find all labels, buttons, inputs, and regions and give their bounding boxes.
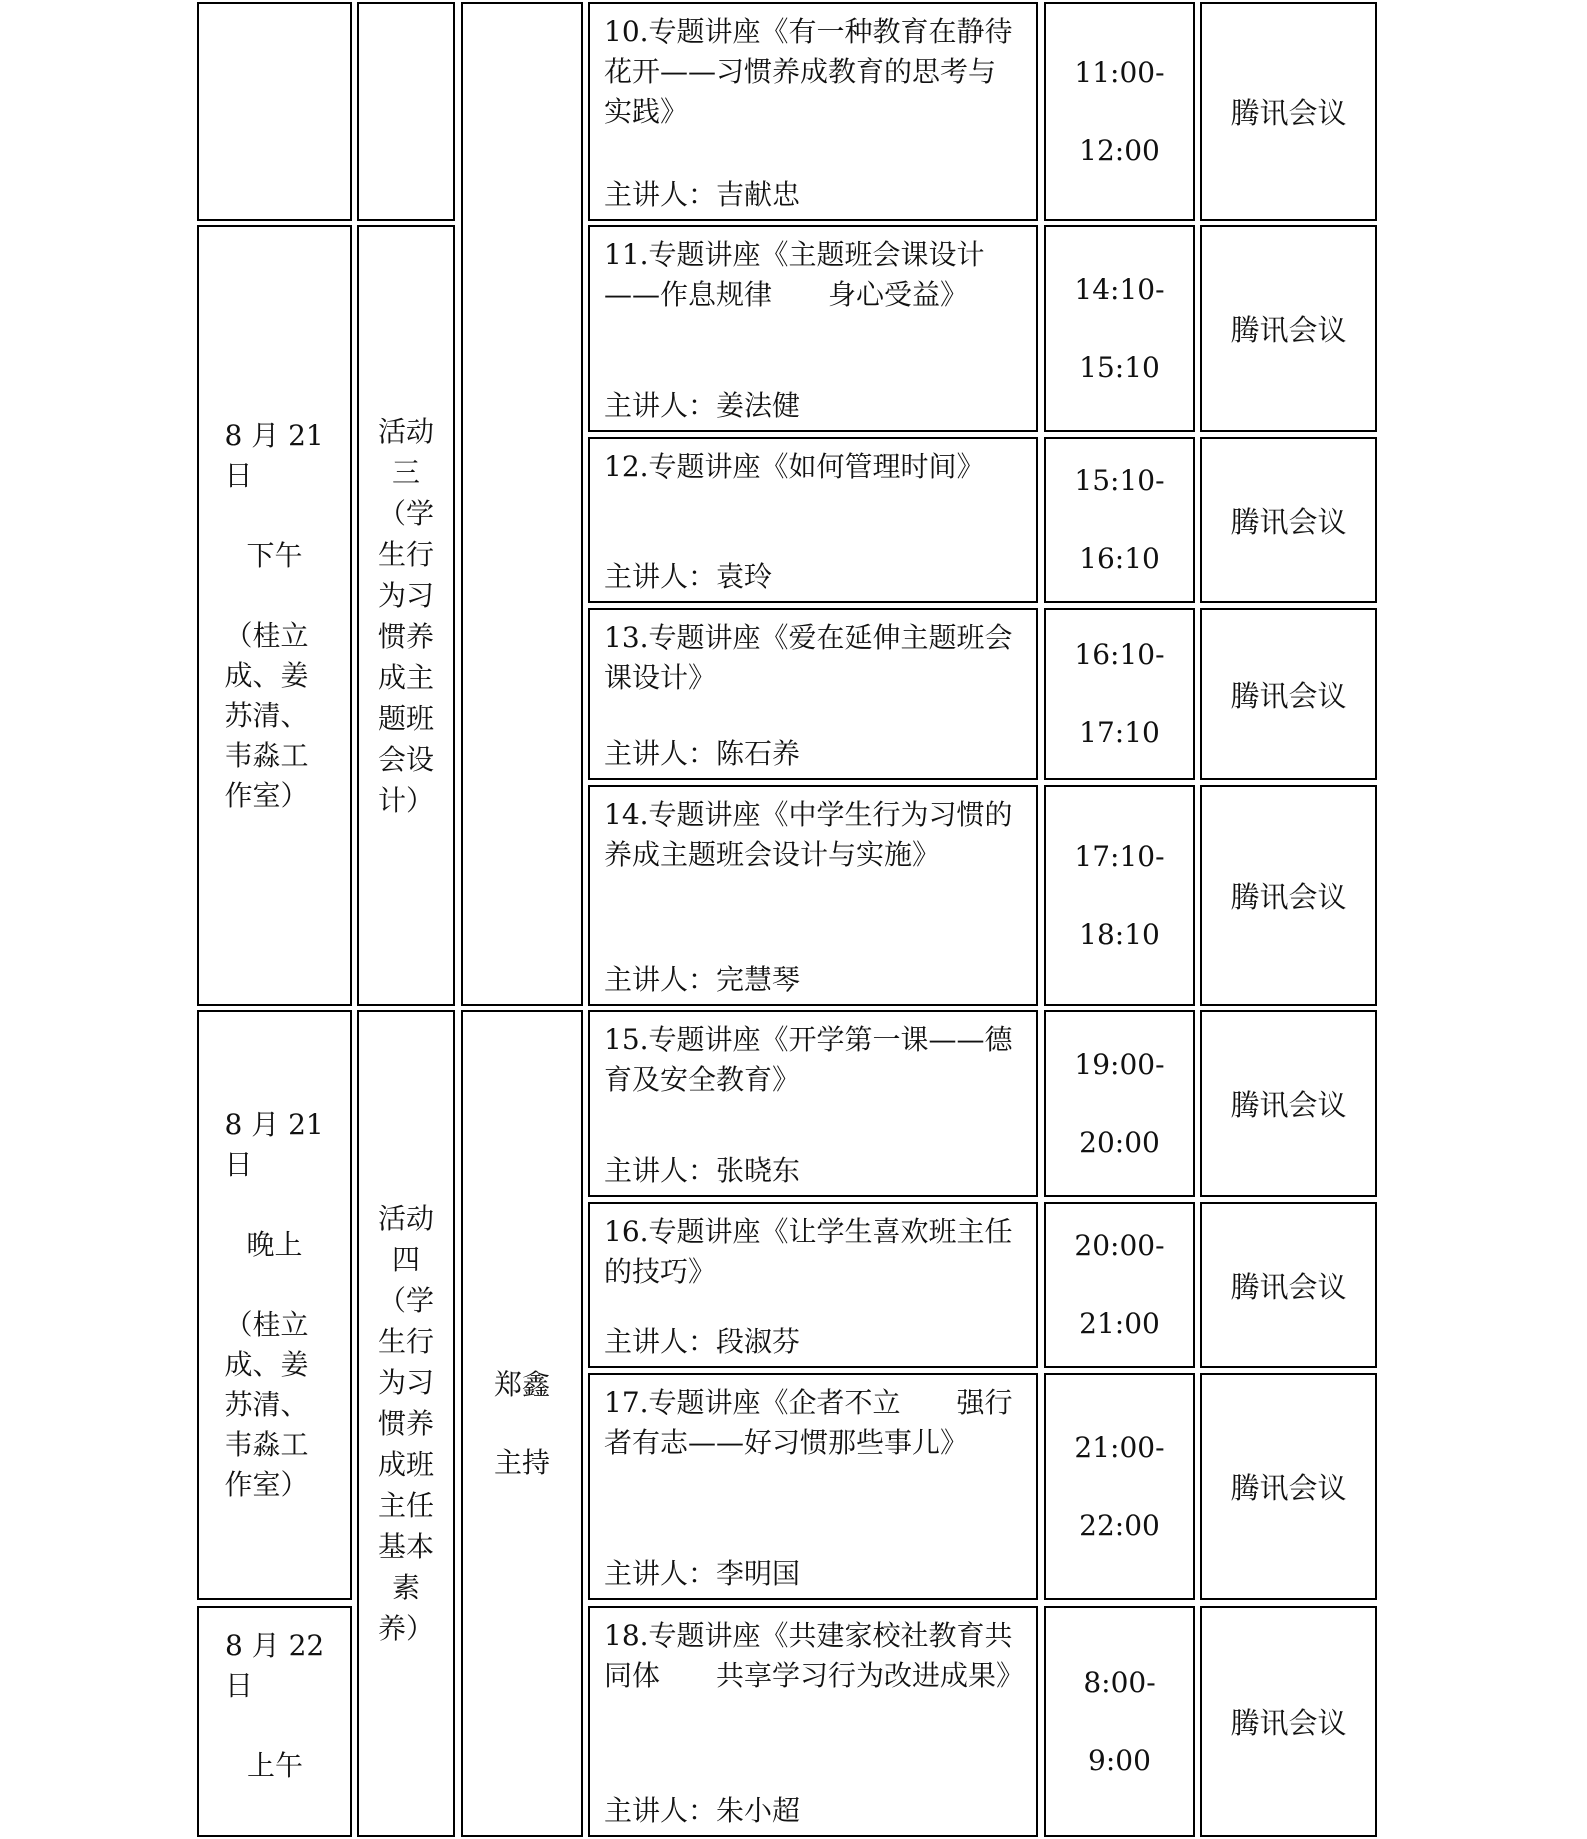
talk-title: 11.专题讲座《主题班会课设计——作息规律 身心受益》 [604,238,985,311]
talk-cell [588,608,1038,780]
host-cell-1 [461,1010,583,1837]
activity-label: 活动三（学生行为习惯养成主题班会设计） [377,414,434,817]
time-end: 15:10 [1079,350,1160,384]
talk-cell [588,437,1038,603]
activity-cell-0 [357,2,455,221]
session-cell-1 [197,225,352,1006]
time-cell [1044,225,1195,432]
venue-cell [1200,785,1377,1006]
venue-cell [1200,1373,1377,1600]
talk-speaker: 主讲人：完慧琴 [604,963,801,996]
activity-cell-1 [357,225,455,1006]
venue-name: 腾讯会议 [1230,1706,1347,1740]
venue-name: 腾讯会议 [1230,504,1347,539]
time-cell [1044,1606,1195,1837]
session-date: 8 月 21 日 [224,1108,324,1181]
activity-cell-2 [357,1010,455,1837]
time-end: 20:00 [1079,1125,1160,1159]
schedule-table [197,0,1381,1839]
time-start: 15:10- [1074,464,1165,497]
time-end: 17:10 [1079,716,1160,749]
venue-cell [1200,225,1377,432]
time-end: 22:00 [1079,1508,1160,1542]
time-end: 21:00 [1079,1307,1160,1340]
session-studio: （桂立成、姜苏清、韦淼工作室） [224,1308,309,1501]
venue-name: 腾讯会议 [1230,1269,1347,1304]
session-studio: （桂立成、姜苏清、韦淼工作室） [224,618,309,812]
session-period: 上午 [246,1749,303,1782]
venue-name: 腾讯会议 [1230,1088,1347,1122]
time-end: 12:00 [1079,133,1160,167]
session-cell-2 [197,1010,352,1600]
talk-speaker: 主讲人：张晓东 [604,1154,801,1187]
session-date: 8 月 22 日 [225,1629,325,1702]
time-cell [1044,1010,1195,1197]
venue-cell [1200,1202,1377,1368]
talk-title: 10.专题讲座《有一种教育在静待花开——习惯养成教育的思考与实践》 [604,15,1013,128]
venue-name: 腾讯会议 [1230,880,1347,914]
talk-cell [588,1373,1038,1600]
talk-cell [588,2,1038,221]
time-start: 21:00- [1074,1430,1165,1464]
talk-title: 18.专题讲座《共建家校社教育共同体 共享学习行为改进成果》 [604,1619,1025,1692]
time-cell [1044,2,1195,221]
activity-label: 活动四（学生行为习惯养成班主任基本素养） [377,1202,434,1645]
talk-title: 15.专题讲座《开学第一课——德育及安全教育》 [604,1023,1013,1096]
time-start: 17:10- [1074,839,1165,873]
time-start: 16:10- [1074,638,1165,671]
time-start: 14:10- [1074,272,1165,306]
talk-cell [588,1010,1038,1197]
venue-cell [1200,1606,1377,1837]
venue-cell [1200,437,1377,603]
venue-name: 腾讯会议 [1230,313,1347,347]
talk-speaker: 主讲人：段淑芬 [604,1325,801,1358]
talk-speaker: 主讲人：姜法健 [604,389,801,422]
session-cell-3 [197,1606,352,1837]
talk-cell [588,785,1038,1006]
session-cell-0 [197,2,352,221]
talk-speaker: 主讲人：陈石养 [604,737,801,770]
venue-cell [1200,2,1377,221]
talk-speaker: 主讲人：袁玲 [604,560,773,593]
talk-speaker: 主讲人：吉献忠 [604,178,801,211]
session-period: 晚上 [246,1228,303,1261]
venue-name: 腾讯会议 [1230,96,1347,130]
session-period: 下午 [246,538,303,572]
talk-cell [588,1606,1038,1837]
time-start: 8:00- [1083,1665,1156,1699]
talk-cell [588,225,1038,432]
venue-cell [1200,1010,1377,1197]
talk-title: 13.专题讲座《爱在延伸主题班会课设计》 [604,621,1013,694]
venue-name: 腾讯会议 [1230,678,1347,713]
time-cell [1044,785,1195,1006]
time-cell [1044,608,1195,780]
talk-title: 17.专题讲座《企者不立 强行者有志——好习惯那些事儿》 [604,1386,1013,1459]
time-cell [1044,1202,1195,1368]
host-cell-0 [461,2,583,1006]
venue-cell [1200,608,1377,780]
talk-title: 16.专题讲座《让学生喜欢班主任的技巧》 [604,1215,1013,1288]
talk-cell [588,1202,1038,1368]
time-end: 18:10 [1079,917,1160,951]
time-start: 20:00- [1074,1229,1165,1262]
talk-speaker: 主讲人：李明国 [604,1557,801,1590]
time-cell [1044,1373,1195,1600]
venue-name: 腾讯会议 [1230,1471,1347,1505]
time-start: 19:00- [1074,1047,1165,1081]
talk-title: 12.专题讲座《如何管理时间》 [604,450,985,483]
time-start: 11:00- [1074,55,1165,89]
session-date: 8 月 21 日 [224,418,324,492]
host-name: 郑鑫主持 [493,1367,550,1479]
time-end: 16:10 [1079,542,1160,575]
time-cell [1044,437,1195,603]
talk-speaker: 主讲人：朱小超 [604,1794,801,1827]
talk-title: 14.专题讲座《中学生行为习惯的养成主题班会设计与实施》 [604,798,1013,871]
time-end: 9:00 [1088,1743,1151,1777]
